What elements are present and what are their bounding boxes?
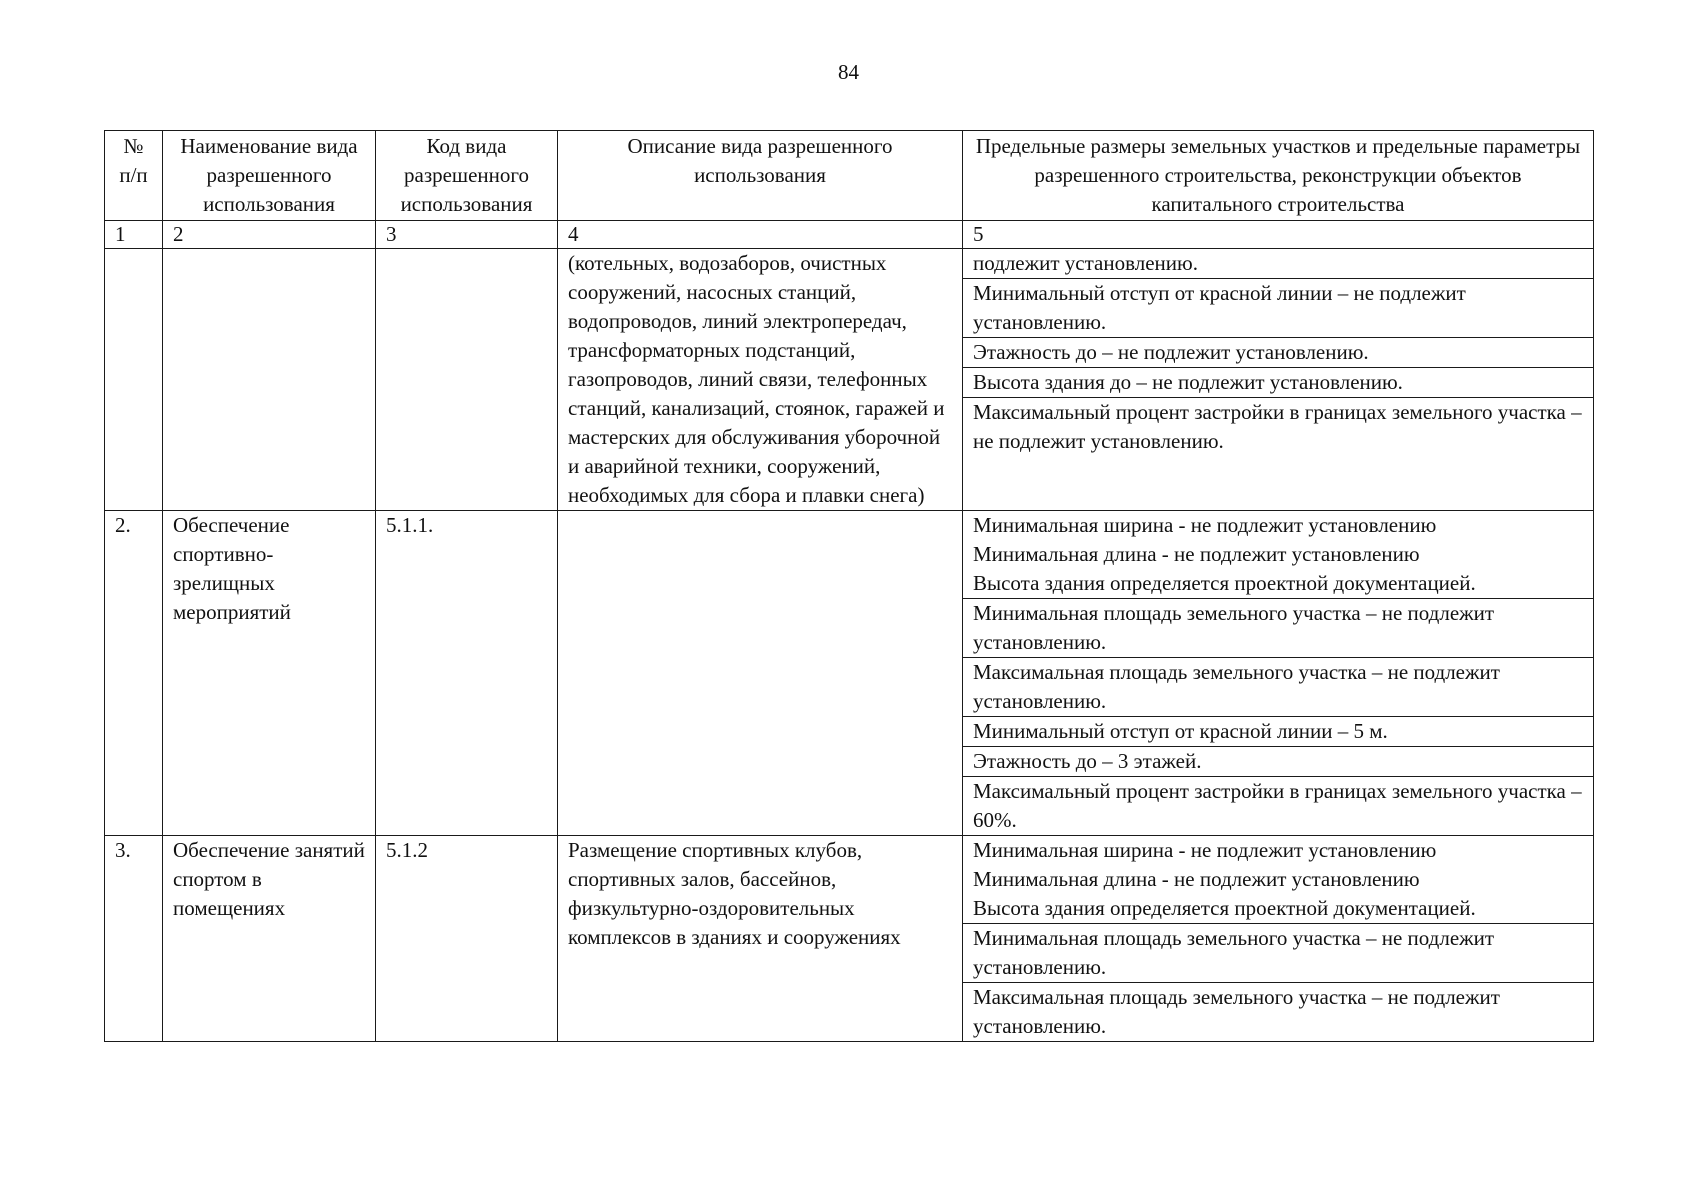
param-item: Минимальный отступ от красной линии – 5 м. bbox=[963, 717, 1593, 747]
param-item: Этажность до – не подлежит установлению. bbox=[963, 338, 1593, 368]
header-name: Наименование вида разрешенного использования bbox=[163, 131, 376, 221]
column-number: 4 bbox=[558, 221, 963, 249]
table-row bbox=[105, 511, 1594, 836]
param-item: Максимальный процент застройки в границах земельного участка – не подлежит установлению. bbox=[973, 400, 1582, 453]
column-number: 1 bbox=[105, 221, 163, 249]
row-description bbox=[558, 511, 963, 836]
param-line: Минимальная длина - не подлежит установлению bbox=[973, 542, 1420, 566]
row-description: Размещение спортивных клубов, спортивных залов, бассейнов, физкультурно-оздоровительных комплексов в зданиях и сооружениях bbox=[558, 836, 963, 1042]
row-code: 5.1.2 bbox=[376, 836, 558, 1042]
param-line: Высота здания определяется проектной документацией. bbox=[973, 571, 1476, 595]
row-num bbox=[105, 249, 163, 511]
row-params bbox=[963, 249, 1594, 511]
column-number: 5 bbox=[963, 221, 1594, 249]
param-item: Максимальная площадь земельного участка – не подлежит установлению. bbox=[963, 658, 1593, 717]
column-number-row bbox=[105, 221, 1594, 249]
page-number: 84 bbox=[838, 60, 859, 84]
param-line: Высота здания определяется проектной документацией. bbox=[973, 896, 1476, 920]
param-item: Максимальная площадь земельного участка – не подлежит установлению. bbox=[973, 985, 1500, 1038]
row-num: 2. bbox=[105, 511, 163, 836]
row-num: 3. bbox=[105, 836, 163, 1042]
row-code: 5.1.1. bbox=[376, 511, 558, 836]
permitted-use-table bbox=[104, 130, 1594, 1042]
row-params bbox=[963, 836, 1594, 1042]
param-item bbox=[963, 836, 1593, 924]
header-row bbox=[105, 131, 1594, 221]
column-number: 2 bbox=[163, 221, 376, 249]
param-item: подлежит установлению. bbox=[963, 249, 1593, 279]
param-line: Минимальная длина - не подлежит установлению bbox=[973, 867, 1420, 891]
row-code bbox=[376, 249, 558, 511]
param-line: Минимальная ширина - не подлежит установлению bbox=[973, 513, 1437, 537]
header-code: Код вида разрешенного использования bbox=[376, 131, 558, 221]
row-name: Обеспечение спортивно-зрелищных мероприятий bbox=[163, 511, 376, 836]
column-number: 3 bbox=[376, 221, 558, 249]
param-line: Минимальная ширина - не подлежит установлению bbox=[973, 838, 1437, 862]
param-item: Высота здания до – не подлежит установлению. bbox=[963, 368, 1593, 398]
header-num: № п/п bbox=[105, 131, 163, 221]
param-item: Этажность до – 3 этажей. bbox=[963, 747, 1593, 777]
table-row bbox=[105, 249, 1594, 511]
param-item: Минимальный отступ от красной линии – не подлежит установлению. bbox=[963, 279, 1593, 338]
header-params: Предельные размеры земельных участков и предельные параметры разрешенного строительства, реконструкции объектов капитального строительства bbox=[963, 131, 1594, 221]
row-name bbox=[163, 249, 376, 511]
param-item: Максимальный процент застройки в границах земельного участка – 60%. bbox=[973, 779, 1582, 832]
header-description: Описание вида разрешенного использования bbox=[558, 131, 963, 221]
param-item bbox=[963, 511, 1593, 599]
row-params bbox=[963, 511, 1594, 836]
param-item: Минимальная площадь земельного участка – не подлежит установлению. bbox=[963, 599, 1593, 658]
row-description: (котельных, водозаборов, очистных сооружений, насосных станций, водопроводов, линий электропередач, трансформаторных подстанций, газопроводов, линий связи, телефонных станций, канализаций, стоянок, гаражей и мастерских для обслуживания уборочной и аварийной техники, сооружений, необходимых для сбора и плавки снега) bbox=[558, 249, 963, 511]
param-item: Минимальная площадь земельного участка – не подлежит установлению. bbox=[963, 924, 1593, 983]
table-row bbox=[105, 836, 1594, 1042]
row-name: Обеспечение занятий спортом в помещениях bbox=[163, 836, 376, 1042]
